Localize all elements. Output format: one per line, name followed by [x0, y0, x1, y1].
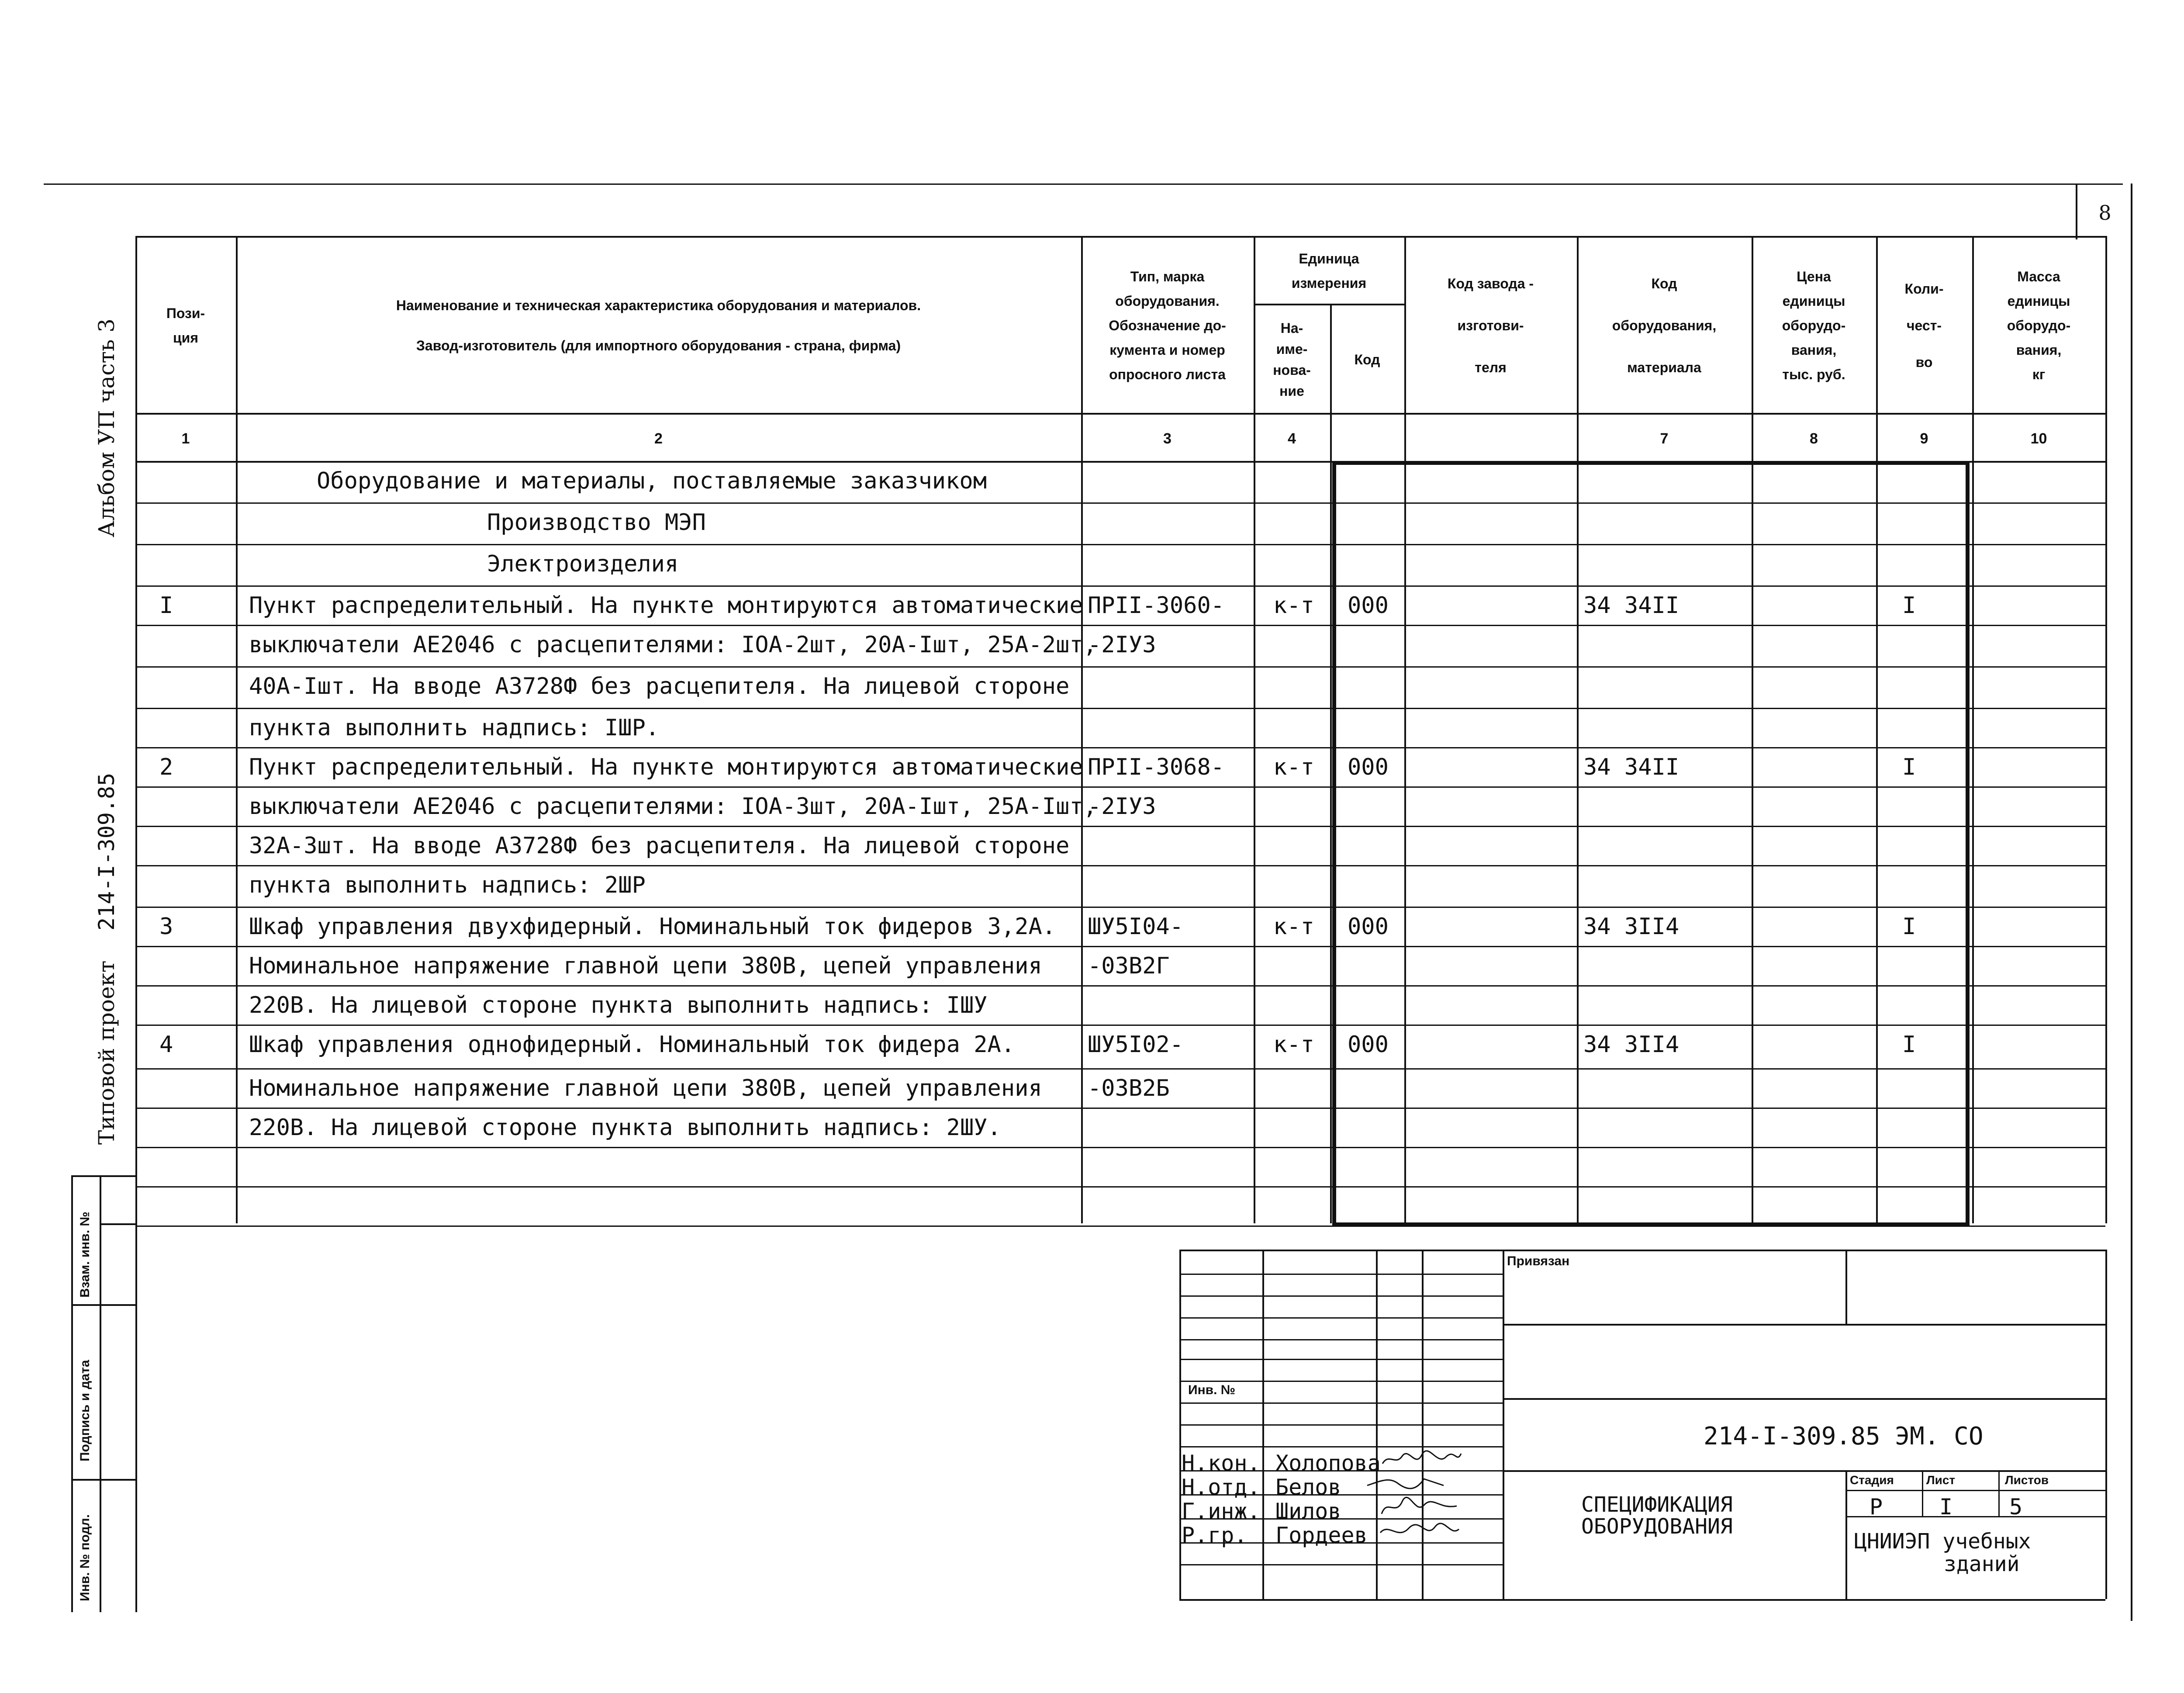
- stamp-stage-row2: [1845, 1516, 2105, 1517]
- row-divider: [135, 985, 2105, 987]
- header-unit-name-l1: На-: [1280, 320, 1303, 336]
- header-pos-line1: Пози-: [166, 305, 205, 321]
- header-price: [1752, 238, 1876, 413]
- header-type-line4: кумента и номер: [1109, 342, 1225, 358]
- header-unit-code: [1330, 306, 1404, 413]
- stamp-privyazan-divider: [1845, 1250, 1847, 1324]
- header-unit-name-l2: име-: [1276, 341, 1308, 357]
- signature-shilov: [1378, 1496, 1461, 1518]
- header-price-l4: вания,: [1791, 342, 1837, 358]
- stamp-top: [1179, 1250, 2105, 1251]
- row-name: 220В. На лицевой стороне пункта выполнить надпись: IШУ: [249, 992, 988, 1018]
- stamp-role-2: Н.отд.: [1182, 1475, 1261, 1500]
- row-type: -03В2Г: [1088, 953, 1170, 979]
- row-unit-name: к-т: [1273, 592, 1314, 619]
- row-name: Пункт распределительный. На пункте монтируются автоматические: [249, 592, 1083, 619]
- header-type-line3: Обозначение до-: [1109, 318, 1226, 333]
- row-divider: [135, 786, 2105, 788]
- row-divider: [135, 1147, 2105, 1148]
- row-equip-code: 34 3II4: [1583, 914, 1679, 940]
- stamp-doc-code: 214-I-309.85 ЭМ. СО: [1704, 1422, 1984, 1451]
- stamp-inv-no: Инв. №: [1188, 1383, 1236, 1397]
- row-type: ШУ5I02-: [1088, 1032, 1184, 1058]
- header-qty-l1: Коли-: [1904, 281, 1944, 297]
- row-unit-code: 000: [1348, 592, 1389, 619]
- stamp-right-row3: [1503, 1470, 2105, 1472]
- header-price-l3: оборудо-: [1782, 318, 1846, 333]
- stamp-right-row2: [1503, 1398, 2105, 1400]
- row-name: пункта выполнить надпись: IШР.: [249, 715, 660, 741]
- header-unit-group: [1254, 240, 1404, 301]
- stamp-row: [1179, 1446, 1503, 1447]
- header-name-line2: Завод-изготовитель (для импортного оборудования - страна, фирма): [416, 338, 901, 353]
- row-name: Шкаф управления двухфидерный. Номинальный ток фидеров 3,2А.: [249, 914, 1056, 940]
- header-mass: [1972, 238, 2105, 413]
- row-divider: [135, 585, 2105, 587]
- row-qty: I: [1902, 1032, 1916, 1058]
- stamp-role-1: Н.кон.: [1182, 1451, 1261, 1476]
- stamp-main-divider: [1503, 1250, 1504, 1599]
- row-divider: [135, 1068, 2105, 1070]
- row-divider: [135, 502, 2105, 504]
- stamp-title-2: ОБОРУДОВАНИЯ: [1581, 1514, 1733, 1539]
- unit-subdivider: [1330, 304, 1332, 1223]
- row-position: 3: [159, 914, 173, 940]
- row-name: Номинальное напряжение главной цепи 380В, цепей управления: [249, 953, 1042, 979]
- stamp-row: [1179, 1424, 1503, 1426]
- header-unit-name-l4: ние: [1279, 383, 1304, 399]
- frame-right: [1966, 461, 1970, 1226]
- unit-header-divider: [1254, 304, 1404, 305]
- stamp-stage-label: Стадия: [1850, 1473, 1894, 1487]
- header-factory-l1: Код завода -: [1447, 276, 1534, 291]
- header-factory-l2: изготови-: [1457, 318, 1524, 333]
- stamp-org-1: ЦНИИЭП учебных: [1854, 1529, 2031, 1554]
- row-divider: [135, 625, 2105, 626]
- header-type-line5: опросного листа: [1109, 367, 1226, 382]
- row-type: -03В2Б: [1088, 1075, 1170, 1101]
- stamp-right-row1: [1503, 1324, 2105, 1326]
- col-num-8: 8: [1810, 430, 1818, 447]
- row-name: Шкаф управления однофидерный. Номинальный ток фидера 2А.: [249, 1032, 1015, 1058]
- margin-row-line-3: [71, 1479, 135, 1481]
- header-equip-code: [1577, 238, 1752, 413]
- row-divider: [135, 544, 2105, 545]
- margin-col-line-2: [100, 1175, 101, 1612]
- stamp-sheets-value: 5: [2009, 1494, 2023, 1520]
- header-type-line2: оборудования.: [1115, 293, 1220, 309]
- header-mass-l3: оборудо-: [2007, 318, 2071, 333]
- row-qty: I: [1902, 754, 1916, 780]
- margin-podpis-label: Подпись и дата: [78, 1360, 92, 1461]
- page-number: 8: [2098, 201, 2111, 225]
- col-num-1: 1: [181, 430, 190, 447]
- col-num-7: 7: [1660, 430, 1669, 447]
- row-type: ПРII-3068-: [1088, 754, 1225, 780]
- header-price-l1: Цена: [1797, 269, 1831, 284]
- table-header-bottom: [135, 413, 2105, 415]
- right-border-line: [2131, 183, 2132, 1621]
- row-equip-code: 34 34II: [1583, 592, 1679, 619]
- stamp-role-4: Р.гр.: [1182, 1523, 1248, 1548]
- row-name: Номинальное напряжение главной цепи 380В, цепей управления: [249, 1075, 1042, 1101]
- row-name: 220В. На лицевой стороне пункта выполнить надпись: 2ШУ.: [249, 1115, 1001, 1141]
- frame-left: [1332, 461, 1336, 1226]
- row-divider: [135, 946, 2105, 947]
- row-equip-code: 34 3II4: [1583, 1032, 1679, 1058]
- row-name: Производство МЭП: [487, 509, 706, 536]
- row-unit-code: 000: [1348, 914, 1389, 940]
- stamp-name-2: Белов: [1275, 1475, 1341, 1500]
- header-qty-l3: во: [1915, 354, 1933, 370]
- col-num-9: 9: [1920, 430, 1928, 447]
- margin-inv-podl-label: Инв. № подл.: [78, 1514, 92, 1601]
- col-num-10: 10: [2030, 430, 2047, 447]
- header-type: [1081, 238, 1254, 413]
- stamp-name-1: Холопова: [1275, 1451, 1381, 1476]
- side-album-label: Альбом УП часть 3: [94, 319, 119, 537]
- margin-vzam-label: Взам. инв. №: [78, 1212, 92, 1298]
- row-divider: [135, 907, 2105, 908]
- header-unit-line2: измерения: [1291, 275, 1367, 291]
- col-num-4: 4: [1288, 430, 1296, 447]
- header-unit-name-l3: нова-: [1273, 362, 1311, 378]
- row-name: Электроизделия: [487, 551, 679, 577]
- row-divider: [135, 826, 2105, 827]
- header-price-l2: единицы: [1782, 293, 1845, 309]
- row-qty: I: [1902, 914, 1916, 940]
- row-divider: [135, 1186, 2105, 1188]
- signature-gordeev: [1378, 1520, 1461, 1542]
- stamp-row: [1179, 1339, 1503, 1340]
- margin-col-line-1: [71, 1175, 73, 1612]
- row-unit-name: к-т: [1273, 914, 1314, 940]
- signature-belov: [1363, 1472, 1446, 1494]
- stamp-row: [1179, 1381, 1503, 1382]
- header-type-line1: Тип, марка: [1130, 269, 1205, 284]
- header-mass-l2: единицы: [2007, 293, 2070, 309]
- header-factory: [1404, 238, 1577, 413]
- stamp-right: [2105, 1250, 2107, 1599]
- row-divider: [135, 865, 2105, 866]
- stamp-row: [1179, 1274, 1503, 1275]
- row-divider: [135, 666, 2105, 668]
- header-equip-l3: материала: [1627, 360, 1701, 375]
- row-name: пункта выполнить надпись: 2ШР: [249, 872, 646, 898]
- stamp-stage-col2: [1998, 1470, 2000, 1516]
- stamp-row: [1179, 1295, 1503, 1297]
- row-position: 2: [159, 754, 173, 780]
- row-unit-code: 000: [1348, 1032, 1389, 1058]
- row-name: 40А-Iшт. На вводе А3728Ф без расцепителя. На лицевой стороне: [249, 673, 1070, 699]
- stamp-row: [1179, 1359, 1503, 1360]
- header-mass-l1: Масса: [2017, 269, 2060, 284]
- margin-row-line-2: [71, 1304, 135, 1306]
- header-factory-l3: теля: [1475, 360, 1507, 375]
- row-divider: [135, 1025, 2105, 1026]
- row-name: Оборудование и материалы, поставляемые заказчиком: [317, 468, 987, 494]
- header-mass-l5: кг: [2032, 367, 2046, 382]
- stamp-row: [1179, 1317, 1503, 1319]
- stamp-stage-value: Р: [1870, 1494, 1883, 1520]
- stamp-sheet-label: Лист: [1926, 1473, 1956, 1487]
- frame-bottom: [1332, 1222, 1966, 1226]
- header-qty: [1876, 238, 1972, 413]
- header-unit-code-l1: Код: [1354, 351, 1380, 367]
- header-unit-name: [1254, 306, 1330, 413]
- stamp-org-2: зданий: [1944, 1552, 2020, 1576]
- row-type: -2IУ3: [1088, 793, 1156, 820]
- header-name-line1: Наименование и техническая характеристика оборудования и материалов.: [396, 298, 921, 313]
- table-top-border: [135, 236, 2105, 238]
- row-unit-name: к-т: [1273, 754, 1314, 780]
- header-equip-l1: Код: [1651, 276, 1677, 291]
- row-name: выключатели АЕ2046 с расцепителями: IOA-2шт, 20А-Iшт, 25А-2шт,: [249, 632, 1097, 658]
- row-divider: [135, 708, 2105, 709]
- row-position: 4: [159, 1032, 173, 1058]
- stamp-sheets-label: Листов: [2005, 1473, 2049, 1487]
- page-number-box-left: [2076, 183, 2077, 239]
- stamp-stage-row1: [1845, 1490, 2105, 1491]
- row-qty: I: [1902, 592, 1916, 619]
- row-name: выключатели АЕ2046 с расцепителями: IOA-3шт, 20А-Iшт, 25А-Iшт,: [249, 793, 1097, 820]
- stamp-title-1: СПЕЦИФИКАЦИЯ: [1581, 1492, 1733, 1517]
- row-position: I: [159, 592, 173, 619]
- row-equip-code: 34 34II: [1583, 754, 1679, 780]
- side-project-prefix: Типовой проект: [94, 960, 119, 1145]
- header-qty-l2: чест-: [1906, 318, 1942, 333]
- row-unit-code: 000: [1348, 754, 1389, 780]
- row-name: Пункт распределительный. На пункте монтируются автоматические: [249, 754, 1083, 780]
- signature-holopova: [1380, 1448, 1463, 1470]
- stamp-stage-col1: [1922, 1470, 1923, 1516]
- sheet-bottom-left: [100, 1223, 135, 1225]
- stamp-privyazan: Привязан: [1507, 1254, 1570, 1268]
- col-num-2: 2: [654, 430, 663, 447]
- stamp-sheet-value: I: [1939, 1494, 1953, 1520]
- margin-col-line-3: [135, 1175, 137, 1612]
- frame-top: [1332, 461, 1966, 465]
- header-name: [236, 238, 1081, 413]
- header-mass-l4: вания,: [2016, 342, 2062, 358]
- row-type: -2IУ3: [1088, 632, 1156, 658]
- header-equip-l2: оборудования,: [1612, 318, 1717, 333]
- stamp-row: [1179, 1564, 1503, 1565]
- stamp-role-3: Г.инж.: [1182, 1499, 1261, 1524]
- header-pos-line2: ция: [173, 330, 198, 346]
- row-name: 32А-3шт. На вводе А3728Ф без расцепителя. На лицевой стороне: [249, 833, 1070, 859]
- margin-row-line-1: [71, 1175, 135, 1177]
- stamp-row: [1179, 1402, 1503, 1404]
- row-type: ПРII-3060-: [1088, 592, 1225, 619]
- row-unit-name: к-т: [1273, 1032, 1314, 1058]
- row-divider: [135, 747, 2105, 748]
- row-divider: [135, 1108, 2105, 1109]
- header-position: [135, 238, 236, 413]
- side-project-code: 214-I-309.85: [94, 772, 119, 931]
- header-price-l5: тыс. руб.: [1782, 367, 1845, 382]
- stamp-bottom: [1179, 1599, 2105, 1601]
- top-border-line: [44, 183, 2123, 185]
- table-right-border: [2105, 236, 2107, 1223]
- col-num-3: 3: [1163, 430, 1171, 447]
- stamp-name-4: Гордеев: [1275, 1523, 1368, 1548]
- stamp-name-3: Шилов: [1275, 1499, 1341, 1524]
- header-unit-line1: Единица: [1299, 251, 1359, 267]
- row-type: ШУ5I04-: [1088, 914, 1184, 940]
